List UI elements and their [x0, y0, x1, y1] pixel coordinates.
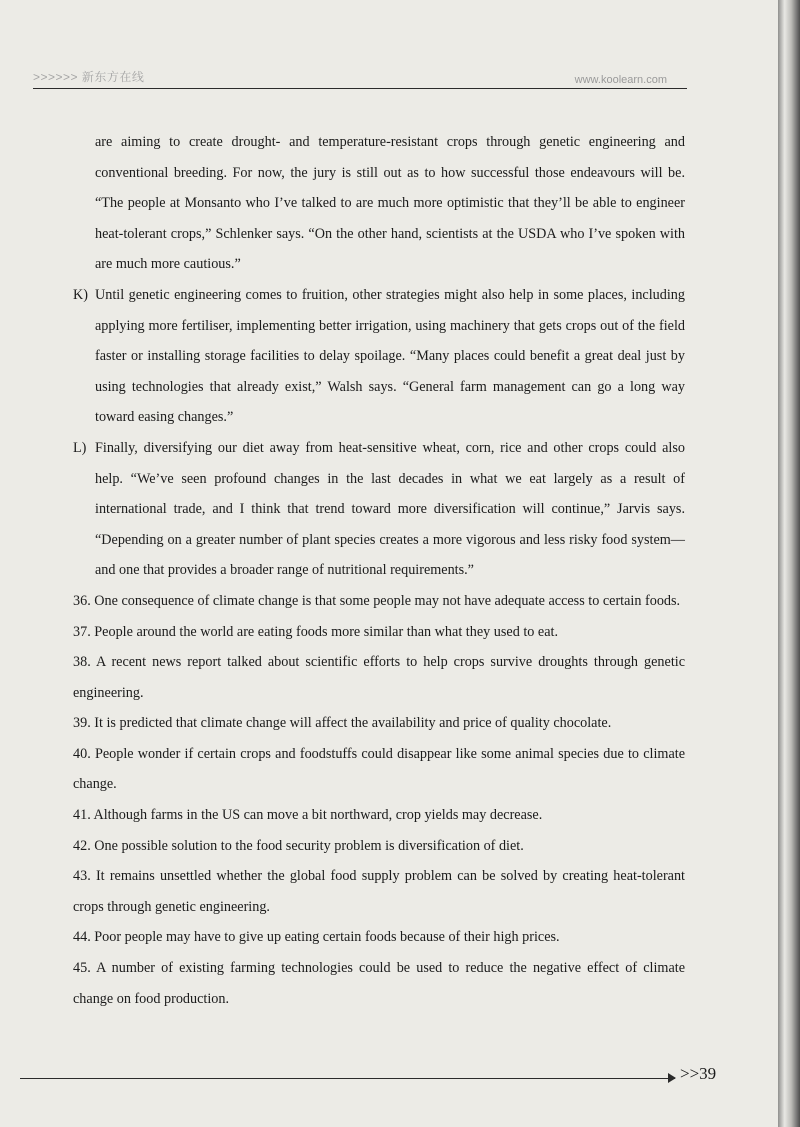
reading-passage	[73, 127, 685, 1014]
paragraph-letter: K)	[73, 286, 88, 303]
passage-paragraph-k	[73, 280, 685, 433]
paragraph-text: Finally, diversifying our diet away from heat-sensitive wheat, corn, rice and other crops could also help. “We’ve seen profound changes in the last decades in what we eat largely as a result of international trade, and I think that trend toward more diversification will continue,” Jarvis says. “Depending on a greater number of plant species creates a more vigorous and less risky food system—and one that provides a broader range of nutritional requirements.”	[95, 439, 685, 579]
question-39: 39. It is predicted that climate change will affect the availability and price of quality chocolate.	[73, 715, 612, 732]
question-36: 36. One consequence of climate change is that some people may not have adequate access to certain foods.	[73, 592, 681, 609]
passage-paragraph-l	[73, 433, 685, 586]
question-41: 41. Although farms in the US can move a bit northward, crop yields may decrease.	[73, 807, 543, 824]
page-header	[33, 64, 687, 89]
question-44: 44. Poor people may have to give up eating certain foods because of their high prices.	[73, 929, 560, 946]
question-45: 45. A number of existing farming technologies could be used to reduce the negative effect of climate change on food production.	[73, 960, 685, 1007]
question-37: 37. People around the world are eating foods more similar than what they used to eat.	[73, 623, 559, 640]
page-number: >>39	[680, 1064, 717, 1083]
question-43: 43. It remains unsettled whether the global food supply problem can be solved by creating heat-tolerant crops through genetic engineering.	[73, 868, 685, 915]
paragraph-text: Until genetic engineering comes to fruition, other strategies might also help in some places, including applying more fertiliser, implementing better irrigation, using machinery that gets crops out of the field faster or installing storage facilities to delay spoilage. “Many places could benefit a great deal just by using technologies that already exist,” Walsh says. “General farm management can go a long way toward easing changes.”	[95, 286, 685, 426]
question-42: 42. One possible solution to the food security problem is diversification of diet.	[73, 837, 524, 854]
header-website: www.koolearn.com	[574, 74, 667, 86]
question-40: 40. People wonder if certain crops and foodstuffs could disappear like some animal species due to climate change.	[73, 745, 685, 793]
book-edge	[778, 0, 800, 1127]
paragraph-letter: L)	[73, 439, 87, 456]
footer-arrow-icon	[668, 1073, 676, 1083]
passage-continuation: are aiming to create drought- and temperature-resistant crops through genetic engineering and conventional breeding. For now, the jury is still out as to how successful those endeavours will be. “The people at Monsanto who I’ve talked to are much more optimistic that they’ll be able to engineer heat-tolerant crops,” Schlenker says. “On the other hand, scientists at the USDA who I’ve spoken with are much more cautious.”	[95, 134, 685, 273]
footer-rule	[20, 1078, 675, 1079]
header-brand: >>>>>> 新东方在线	[33, 70, 145, 84]
question-38: 38. A recent news report talked about scientific efforts to help crops survive droughts through genetic engineering.	[73, 654, 685, 701]
